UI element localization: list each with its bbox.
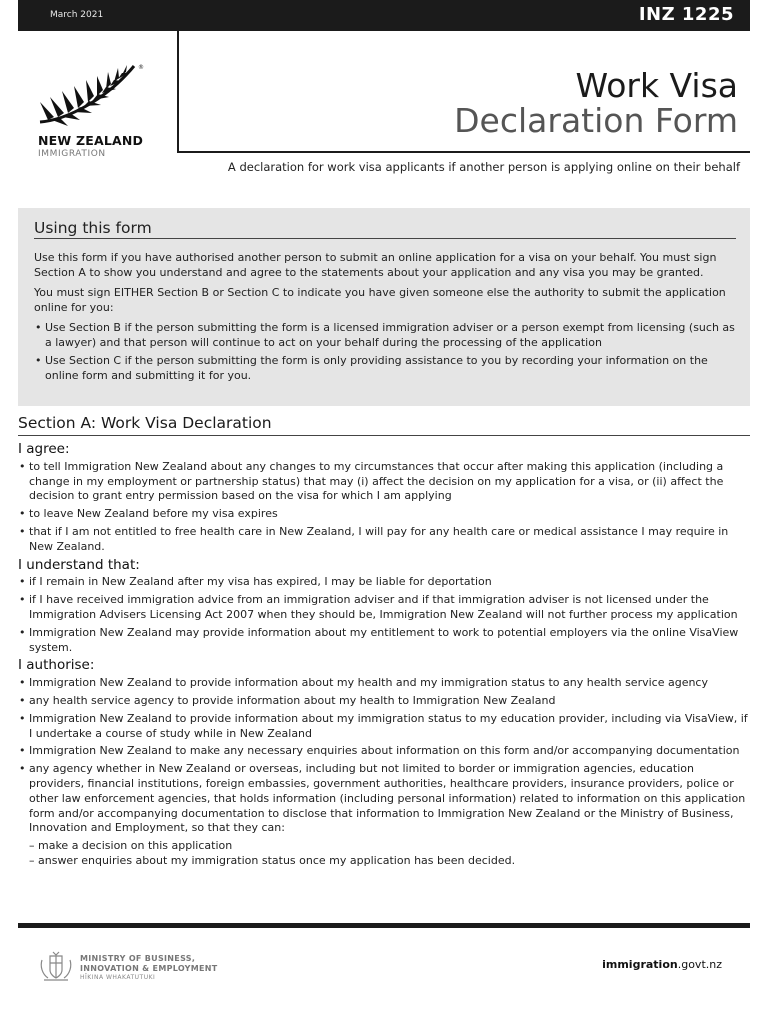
list-item: • Use Section B if the person submitting the form is a licensed immigration adviser or a person exempt from licensing (such as a lawyer) and that person will continue to act on your behalf during the processing of the application [34, 320, 740, 350]
section-usage-list [34, 320, 740, 383]
ministry-maori-name: HĪKINA WHAKATUTUKI [80, 974, 156, 981]
authorise-list [18, 676, 750, 836]
form-title: Work Visa [575, 66, 738, 105]
footer-bar [18, 923, 750, 928]
list-item: • to tell Immigration New Zealand about any changes to my circumstances that occur after making this application (including a change in my employment or partnership status) that may (i) affect the decision on my application for a visa, or (ii) affect the decision to grant entry permission based on the visa for which I am applying [18, 460, 750, 504]
dash-item: – make a decision on this application [29, 839, 233, 853]
list-item: • any health service agency to provide information about my health to Immigration New Zealand [18, 694, 750, 709]
form-subtitle: A declaration for work visa applicants if another person is applying online on their behalf [227, 160, 740, 174]
mbie-logo [38, 948, 238, 988]
silver-fern-icon [36, 60, 146, 130]
form-date: March 2021 [50, 10, 104, 20]
paragraph: You must sign EITHER Section B or Section C to indicate you have given someone else the authority to submit the application online for you: [34, 286, 726, 314]
agree-heading: I agree: [18, 441, 70, 457]
logo-text-new-zealand: NEW ZEALAND [38, 133, 144, 148]
nz-immigration-logo [30, 60, 160, 170]
list-item: • Immigration New Zealand may provide information about my entitlement to work to potential employers via the online VisaView system. [18, 626, 750, 656]
heading-rule [34, 238, 736, 239]
list-item: • Use Section C if the person submitting the form is only providing assistance to you by recording your information on the online form and submitting it for you. [34, 353, 740, 383]
list-item: • Immigration New Zealand to make any necessary enquiries about information on this form and/or accompanying documentation [18, 744, 750, 759]
section-a-heading: Section A: Work Visa Declaration [18, 414, 272, 432]
list-item: • if I have received immigration advice from an immigration adviser and if that immigration adviser is not licensed under the Immigration Advisers Licensing Act 2007 when they should be, Immigration New Zealand will not further process my application [18, 593, 750, 623]
header-divider-horizontal [177, 151, 750, 153]
ministry-line: MINISTRY OF BUSINESS, [80, 954, 196, 963]
authorise-heading: I authorise: [18, 657, 95, 674]
understand-heading: I understand that: [18, 556, 140, 573]
ministry-name [80, 954, 218, 973]
section-a [18, 414, 750, 869]
form-code: INZ 1225 [638, 4, 734, 25]
list-item: • if I remain in New Zealand after my visa has expired, I may be liable for deportation [18, 575, 750, 590]
ministry-line: INNOVATION & EMPLOYMENT [80, 963, 218, 973]
footer-url[interactable] [602, 958, 722, 971]
understand-list [18, 575, 750, 655]
dash-item: – answer enquiries about my immigration status once my application has been decided. [29, 853, 516, 867]
form-title-secondary: Declaration Form [454, 101, 738, 140]
list-item: • any agency whether in New Zealand or overseas, including but not limited to border or immigration agencies, education providers, financial institutions, foreign embassies, government authorities, healthcare providers, insurance providers, police or other law enforcement agencies, that holds information (including personal information) related to information on this application form and/or accompanying documentation to disclose that information to Immigration New Zealand or the Ministry of Business, Innovation and Employment, so that they can: [18, 762, 750, 836]
url-suffix: .govt.nz [677, 958, 722, 971]
using-this-form-heading: Using this form [34, 219, 152, 237]
list-item: • that if I am not entitled to free health care in New Zealand, I will pay for any health care or medical assistance I may require in New Zealand. [18, 525, 750, 555]
paragraph: Use this form if you have authorised another person to submit an online application for a visa on your behalf. You must sign Section A to show you understand and agree to the statements about your application and any visa you may be granted. [34, 251, 717, 279]
trademark-symbol: ® [138, 64, 144, 71]
using-this-form-box [18, 208, 750, 406]
url-domain: immigration [602, 958, 678, 971]
heading-rule [18, 435, 750, 436]
logo-text-immigration: IMMIGRATION [38, 149, 106, 159]
coat-of-arms-icon [38, 950, 74, 984]
list-item: • to leave New Zealand before my visa expires [18, 507, 750, 522]
header-bar [18, 0, 750, 31]
agree-list [18, 460, 750, 555]
list-item: • Immigration New Zealand to provide information about my immigration status to my education provider, including via VisaView, if I undertake a course of study while in New Zealand [18, 712, 750, 742]
list-item: • Immigration New Zealand to provide information about my health and my immigration status to any health service agency [18, 676, 750, 691]
header-divider-vertical [177, 31, 179, 151]
using-this-form-text [34, 250, 740, 386]
